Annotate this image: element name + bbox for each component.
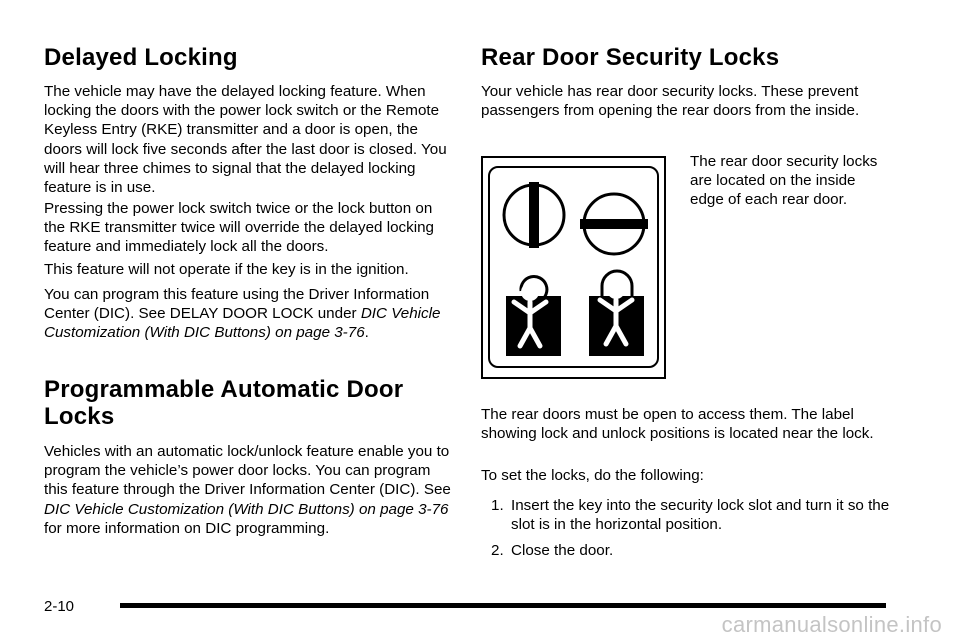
page-number: 2-10	[44, 598, 75, 615]
list-item-step-2	[481, 541, 901, 563]
security-lock-label-figure	[481, 156, 666, 379]
heading-programmable-locks-line2: Locks	[44, 403, 115, 430]
child-locked-icon	[589, 271, 644, 356]
footer-divider	[120, 603, 886, 608]
paragraph-program-end: .	[364, 324, 369, 342]
horizontal-slot-icon	[580, 194, 648, 254]
watermark: carmanualsonline.info	[721, 612, 942, 637]
dic-customization-reference: DIC Vehicle Customization (With DIC Buttons) on page 3-76	[44, 305, 441, 342]
caption-lock-location: The rear door security locks are located on the inside edge of each rear door.	[690, 153, 878, 209]
step-text: Insert the key into the security lock slot and turn it so the slot is in the horizontal position.	[511, 497, 890, 534]
vertical-slot-icon	[504, 182, 564, 248]
paragraph-automatic-locks	[44, 442, 456, 538]
heading-programmable-locks-line1: Programmable Automatic Door	[44, 376, 404, 403]
security-lock-label	[488, 166, 659, 368]
paragraph-override: Pressing the power lock switch twice or the lock button on the RKE transmitter twice will override the delayed locking feature and immediately lock all the doors.	[44, 200, 434, 256]
list-item-step-1	[481, 496, 901, 540]
paragraph-program-text: You can program this feature using the Driver Information Center (DIC). See DELAY DOOR LOCK under	[44, 286, 430, 323]
step-number: 2.	[491, 542, 504, 559]
paragraph-ignition-note: This feature will not operate if the key is in the ignition.	[44, 261, 409, 278]
heading-rear-door-security-locks: Rear Door Security Locks	[481, 44, 780, 71]
step-number: 1.	[491, 497, 504, 514]
paragraph-automatic-end: for more information on DIC programming.	[44, 519, 330, 537]
child-unlocked-icon	[506, 277, 561, 356]
paragraph-rear-locks-intro: Your vehicle has rear door security locks. These prevent passengers from opening the rear doors from the inside.	[481, 83, 860, 120]
paragraph-delayed-locking-intro: The vehicle may have the delayed locking feature. When locking the doors with the power lock switch or the Remote Keyless Entry (RKE) transmitter and a door is open, the doors will lock five seconds after the last door is closed. You will hear three chimes to signal that the delayed locking feature is in use.	[44, 83, 447, 197]
paragraph-access-locks: The rear doors must be open to access them. The label showing lock and unlock positions is located near the lock.	[481, 406, 874, 443]
lock-unlock-diagram	[490, 168, 657, 366]
paragraph-automatic-text: Vehicles with an automatic lock/unlock feature enable you to program the vehicle’s power door locks. You can program this feature through the Driver Information Center (DIC). See	[44, 443, 451, 499]
heading-delayed-locking: Delayed Locking	[44, 44, 238, 71]
paragraph-program-feature	[44, 285, 456, 343]
paragraph-set-locks: To set the locks, do the following:	[481, 467, 704, 484]
dic-customization-reference-2: DIC Vehicle Customization (With DIC Buttons) on page 3-76	[44, 500, 449, 518]
step-text: Close the door.	[511, 542, 614, 559]
